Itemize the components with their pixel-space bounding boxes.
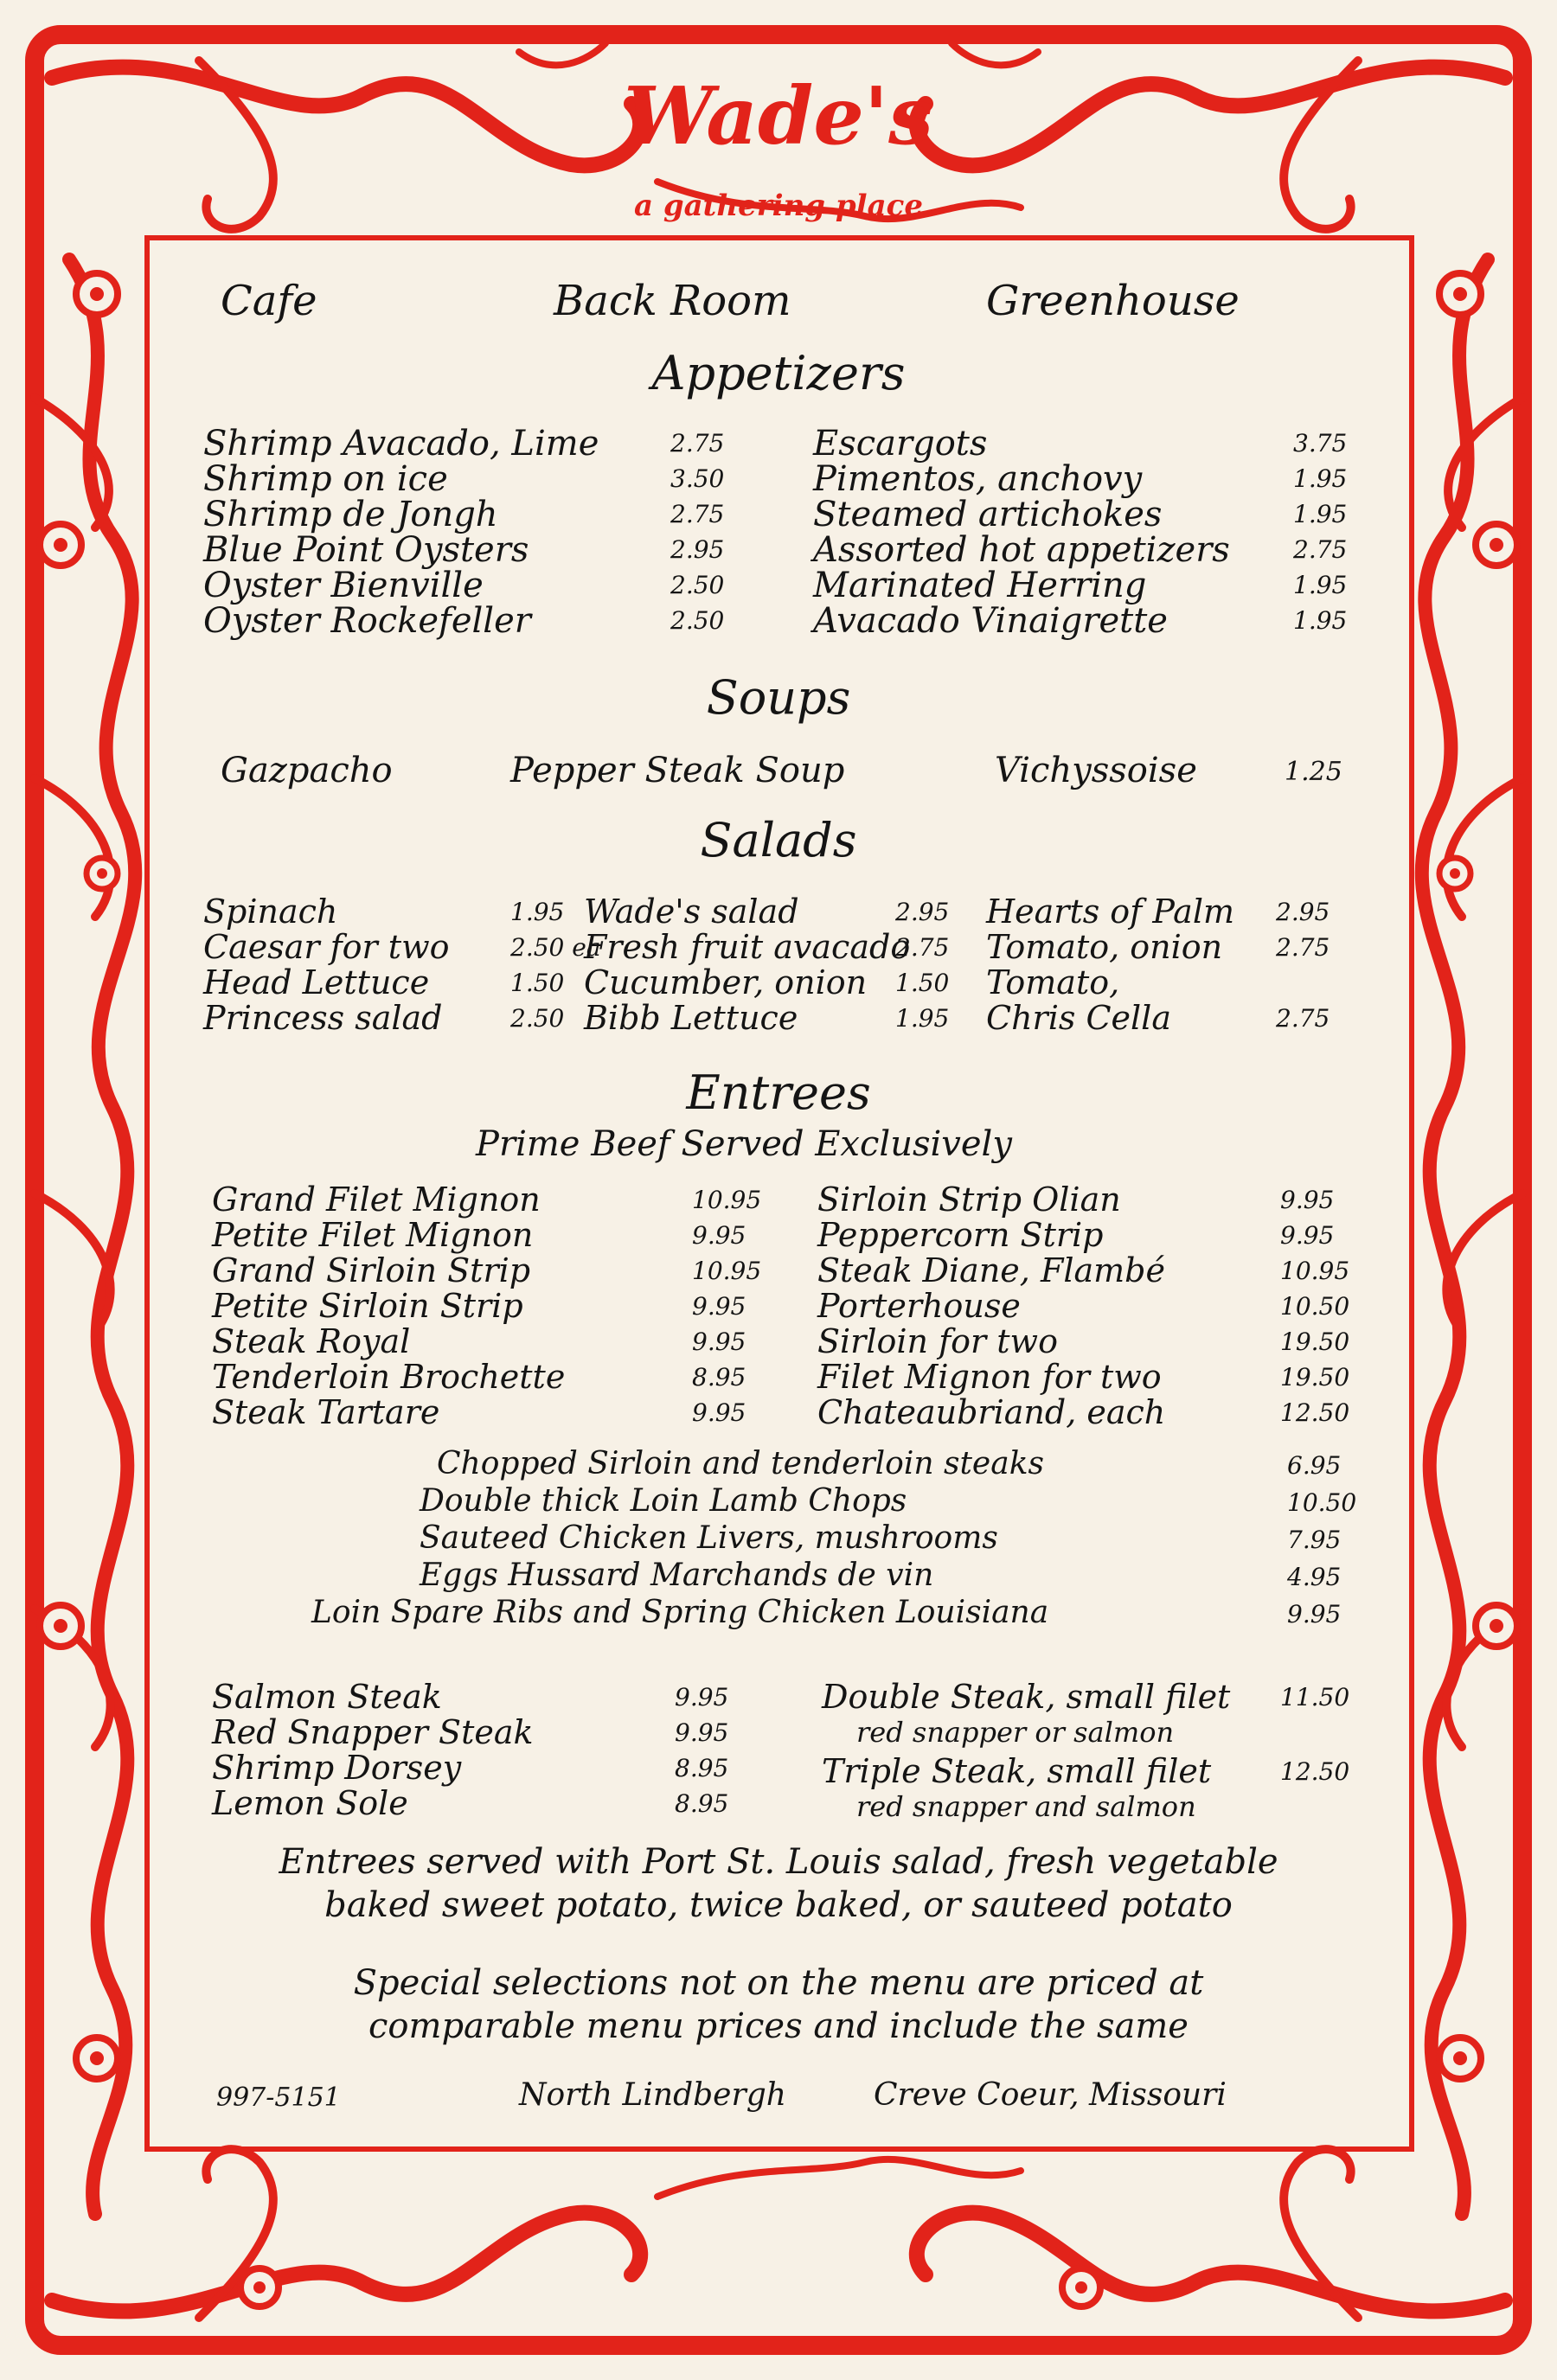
menu-item-price: 1.95 — [895, 1004, 950, 1033]
menu-item-price: 19.50 — [1280, 1363, 1350, 1392]
menu-item-price: 3.75 — [1293, 429, 1348, 457]
menu-item-price: 1.95 — [1293, 464, 1348, 493]
menu-item-price: 9.95 — [675, 1683, 729, 1711]
menu-item-name: Oyster Bienville — [203, 566, 484, 605]
menu-item-price: 9.95 — [692, 1292, 746, 1321]
menu-item-name: Grand Filet Mignon — [212, 1180, 541, 1219]
menu-item-name: Triple Steak, small filet — [822, 1752, 1212, 1790]
menu-item-name: Double Steak, small filet — [822, 1678, 1231, 1716]
note-line: baked sweet potato, twice baked, or sauteed potato — [324, 1885, 1233, 1925]
menu-item-price: 2.75 — [1276, 933, 1330, 962]
menu-item-name: Shrimp on ice — [203, 459, 448, 499]
menu-item-price: 9.95 — [692, 1398, 746, 1427]
menu-item-price: 10.95 — [1280, 1257, 1350, 1285]
menu-item-name: Steak Tartare — [212, 1393, 440, 1431]
menu-item-name: Salmon Steak — [212, 1678, 442, 1716]
footer-city: Creve Coeur, Missouri — [874, 2077, 1227, 2113]
soup-item: Vichyssoise — [995, 751, 1197, 790]
menu-item-price: 10.50 — [1280, 1292, 1350, 1321]
menu-item-price: 1.95 — [1293, 500, 1348, 528]
menu-item-name: Filet Mignon for two — [817, 1358, 1162, 1396]
menu-item-name: Tomato, onion — [986, 928, 1223, 966]
footer-street: North Lindbergh — [519, 2077, 786, 2113]
menu-item-price: 9.95 — [692, 1221, 746, 1250]
menu-item-price: 9.95 — [1280, 1186, 1335, 1214]
menu-item-price: 1.95 — [510, 898, 565, 926]
menu-item-name: Princess salad — [203, 999, 443, 1037]
menu-item-price: 12.50 — [1280, 1757, 1350, 1786]
menu-item-price: 2.95 — [895, 898, 950, 926]
soup-price: 1.25 — [1285, 757, 1342, 787]
menu-item-price: 2.95 — [670, 535, 725, 564]
menu-item-price: 2.50 — [670, 606, 725, 635]
menu-item-subtitle: red snapper and salmon — [856, 1790, 1196, 1823]
menu-item-name: Escargots — [813, 424, 988, 464]
special-item-name: Double thick Loin Lamb Chops — [420, 1483, 907, 1519]
special-item-name: Sauteed Chicken Livers, mushrooms — [420, 1520, 998, 1556]
room-back-room: Back Room — [554, 277, 791, 325]
menu-item-name: Steak Diane, Flambé — [817, 1251, 1165, 1289]
soups-heading: Soups — [706, 670, 851, 725]
menu-item-name: Lemon Sole — [212, 1784, 408, 1822]
soup-item: Pepper Steak Soup — [510, 751, 845, 790]
footer-phone: 997-5151 — [216, 2082, 341, 2113]
menu-item-name: Chris Cella — [986, 999, 1171, 1037]
special-item-price: 9.95 — [1287, 1600, 1342, 1628]
menu-item-price: 2.75 — [895, 933, 950, 962]
menu-item-name: Shrimp de Jongh — [203, 495, 498, 534]
entrees-subheading: Prime Beef Served Exclusively — [476, 1124, 1012, 1164]
entrees-heading: Entrees — [686, 1065, 871, 1120]
menu-item-price: 8.95 — [675, 1789, 729, 1818]
menu-item-name: Tomato, — [986, 963, 1120, 1001]
menu-item-name: Hearts of Palm — [986, 892, 1235, 931]
menu-item-price: 2.75 — [670, 500, 725, 528]
menu-item-name: Steamed artichokes — [813, 495, 1163, 534]
menu-item-price: 1.95 — [1293, 606, 1348, 635]
brand-tagline: a gathering place — [634, 189, 923, 223]
menu-item-price: 8.95 — [692, 1363, 746, 1392]
menu-item-name: Grand Sirloin Strip — [212, 1251, 531, 1289]
menu-item-name: Fresh fruit avacado — [584, 928, 911, 966]
special-item-price: 10.50 — [1287, 1488, 1357, 1517]
special-item-name: Eggs Hussard Marchands de vin — [420, 1558, 934, 1593]
menu-item-price: 3.50 — [670, 464, 725, 493]
menu-item-name: Sirloin Strip Olian — [817, 1180, 1121, 1219]
note-line: Entrees served with Port St. Louis salad, fresh vegetable — [279, 1842, 1278, 1882]
menu-item-name: Spinach — [203, 892, 338, 931]
menu-item-name: Assorted hot appetizers — [813, 530, 1230, 570]
menu-item-name: Petite Sirloin Strip — [212, 1287, 523, 1325]
menu-item-subtitle: red snapper or salmon — [856, 1716, 1175, 1749]
menu-item-name: Porterhouse — [817, 1287, 1021, 1325]
menu-item-price: 1.50 — [510, 969, 565, 997]
menu-item-price: 2.75 — [1293, 535, 1348, 564]
menu-item-name: Cucumber, onion — [584, 963, 868, 1001]
menu-item-name: Petite Filet Mignon — [212, 1216, 534, 1254]
menu-item-name: Wade's salad — [584, 892, 799, 931]
menu-item-price: 19.50 — [1280, 1328, 1350, 1356]
appetizers-heading: Appetizers — [651, 346, 906, 400]
menu-item-name: Marinated Herring — [813, 566, 1147, 605]
soup-item: Gazpacho — [221, 751, 393, 790]
menu-item-name: Red Snapper Steak — [212, 1713, 534, 1751]
menu-item-name: Head Lettuce — [203, 963, 430, 1001]
menu-item-price: 9.95 — [692, 1328, 746, 1356]
menu-item-price: 2.50 — [670, 571, 725, 599]
menu-item-name: Steak Royal — [212, 1322, 411, 1360]
menu-item-price: 2.50 — [510, 1004, 565, 1033]
menu-item-price: 9.95 — [1280, 1221, 1335, 1250]
menu-item-name: Shrimp Avacado, Lime — [203, 424, 599, 464]
menu-item-price: 11.50 — [1280, 1683, 1350, 1711]
room-cafe: Cafe — [221, 277, 317, 325]
menu-item-price: 10.95 — [692, 1257, 762, 1285]
menu-item-name: Blue Point Oysters — [203, 530, 529, 570]
menu-item-price: 2.95 — [1276, 898, 1330, 926]
menu-item-price: 1.50 — [895, 969, 950, 997]
menu-item-name: Shrimp Dorsey — [212, 1749, 462, 1787]
menu-item-name: Chateaubriand, each — [817, 1393, 1166, 1431]
menu-item-name: Oyster Rockefeller — [203, 601, 531, 641]
menu-item-name: Avacado Vinaigrette — [813, 601, 1168, 641]
menu-item-name: Caesar for two — [203, 928, 450, 966]
brand-title: Wade's — [624, 69, 933, 163]
note-line: Special selections not on the menu are priced at — [353, 1963, 1204, 2003]
note-line: comparable menu prices and include the same — [368, 2006, 1189, 2046]
menu-item-price: 2.50 ea — [510, 933, 601, 962]
salads-heading: Salads — [700, 813, 857, 867]
menu-item-price: 2.75 — [670, 429, 725, 457]
menu-item-price: 2.75 — [1276, 1004, 1330, 1033]
menu-item-price: 1.95 — [1293, 571, 1348, 599]
special-item-price: 6.95 — [1287, 1451, 1342, 1480]
menu-item-price: 9.95 — [675, 1718, 729, 1747]
menu-item-name: Tenderloin Brochette — [212, 1358, 566, 1396]
menu-item-name: Peppercorn Strip — [817, 1216, 1104, 1254]
menu-item-name: Sirloin for two — [817, 1322, 1058, 1360]
menu-item-price: 8.95 — [675, 1754, 729, 1782]
menu-item-name: Bibb Lettuce — [584, 999, 798, 1037]
room-greenhouse: Greenhouse — [986, 277, 1240, 325]
special-item-name: Loin Spare Ribs and Spring Chicken Louisiana — [311, 1595, 1049, 1630]
menu-item-price: 12.50 — [1280, 1398, 1350, 1427]
menu-item-price: 10.95 — [692, 1186, 762, 1214]
special-item-price: 4.95 — [1287, 1563, 1342, 1591]
special-item-name: Chopped Sirloin and tenderloin steaks — [437, 1446, 1044, 1481]
special-item-price: 7.95 — [1287, 1526, 1342, 1554]
menu-item-name: Pimentos, anchovy — [813, 459, 1143, 499]
